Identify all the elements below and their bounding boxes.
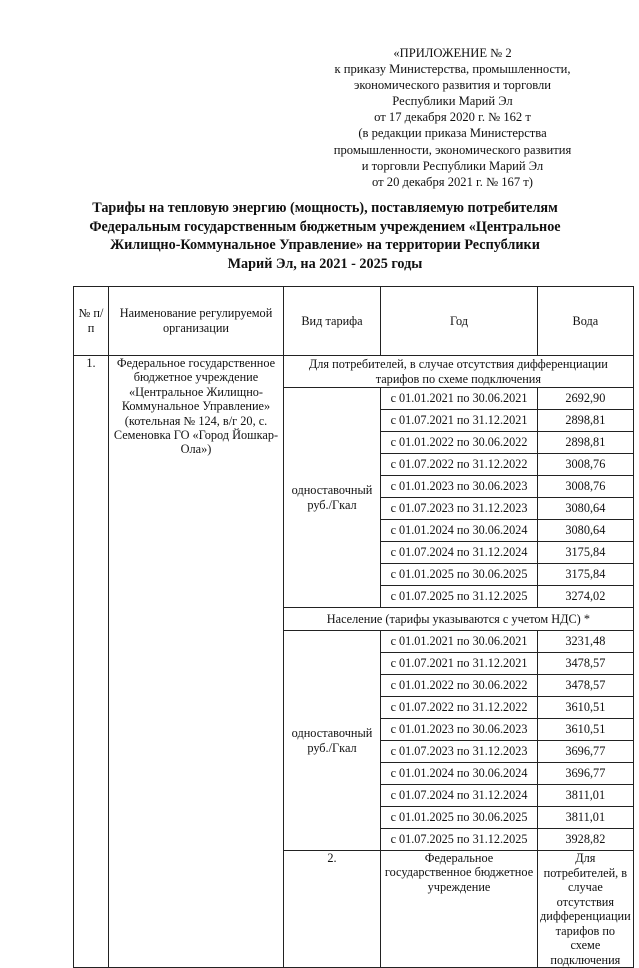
period-cell: с 01.07.2022 по 31.12.2022	[381, 454, 538, 476]
value-cell: 3610,51	[538, 719, 634, 741]
value-cell: 3928,82	[538, 829, 634, 851]
value-cell: 3175,84	[538, 542, 634, 564]
period-cell: с 01.01.2021 по 30.06.2021	[381, 631, 538, 653]
period-cell: с 01.01.2025 по 30.06.2025	[381, 564, 538, 586]
appendix-note	[325, 45, 580, 190]
period-cell: с 01.07.2021 по 31.12.2021	[381, 653, 538, 675]
period-cell: с 01.07.2021 по 31.12.2021	[381, 410, 538, 432]
value-cell: 3274,02	[538, 586, 634, 608]
value-cell: 3696,77	[538, 763, 634, 785]
header-num: № п/п	[74, 287, 109, 356]
period-cell: с 01.01.2023 по 30.06.2023	[381, 476, 538, 498]
period-cell: с 01.07.2024 по 31.12.2024	[381, 542, 538, 564]
value-cell: 3478,57	[538, 653, 634, 675]
organization-name: Федеральное государственное бюджетное учреждение	[381, 851, 538, 968]
period-cell: с 01.07.2024 по 31.12.2024	[381, 785, 538, 807]
value-cell: 3478,57	[538, 675, 634, 697]
value-cell: 3080,64	[538, 498, 634, 520]
period-cell: с 01.01.2023 по 30.06.2023	[381, 719, 538, 741]
appendix-line: «ПРИЛОЖЕНИЕ № 2	[393, 46, 512, 60]
consumer-group-heading: Население (тарифы указываются с учетом НДС) *	[284, 608, 634, 631]
appendix-line: промышленности, экономического развития	[333, 142, 572, 157]
appendix-line: и торговли Республики Марий Эл	[361, 158, 544, 173]
header-water: Вода	[538, 287, 634, 356]
value-cell: 3175,84	[538, 564, 634, 586]
period-cell: с 01.01.2022 по 30.06.2022	[381, 432, 538, 454]
period-cell: с 01.01.2024 по 30.06.2024	[381, 763, 538, 785]
period-cell: с 01.07.2023 по 31.12.2023	[381, 741, 538, 763]
period-cell: с 01.07.2025 по 31.12.2025	[381, 586, 538, 608]
period-cell: с 01.01.2025 по 30.06.2025	[381, 807, 538, 829]
value-cell: 2692,90	[538, 388, 634, 410]
period-cell: с 01.01.2022 по 30.06.2022	[381, 675, 538, 697]
value-cell: 2898,81	[538, 432, 634, 454]
appendix-line: от 17 декабря 2020 г. № 162 т	[374, 110, 531, 125]
document-title	[60, 199, 590, 273]
appendix-line: Республики Марий Эл	[392, 94, 513, 109]
tariff-type: одноставочный руб./Гкал	[284, 388, 381, 608]
value-cell: 3811,01	[538, 785, 634, 807]
value-cell: 3231,48	[538, 631, 634, 653]
header-org: Наименование регулируемой организации	[109, 287, 284, 356]
value-cell: 3080,64	[538, 520, 634, 542]
table-header-row	[74, 287, 634, 356]
consumer-group-heading: Для потребителей, в случае отсутствия дифференциации тарифов по схеме подключения	[538, 851, 634, 968]
consumer-group-heading: Для потребителей, в случае отсутствия дифференциации тарифов по схеме подключения	[284, 356, 634, 388]
tariff-table	[73, 286, 634, 968]
title-line: Жилищно-Коммунальное Управление» на территории Республики	[110, 237, 540, 253]
value-cell: 3008,76	[538, 476, 634, 498]
period-cell: с 01.07.2022 по 31.12.2022	[381, 697, 538, 719]
value-cell: 3696,77	[538, 741, 634, 763]
period-cell: с 01.01.2021 по 30.06.2021	[381, 388, 538, 410]
header-year: Год	[381, 287, 538, 356]
title-line: Тарифы на тепловую энергию (мощность), поставляемую потребителям	[92, 200, 558, 216]
period-cell: с 01.07.2025 по 31.12.2025	[381, 829, 538, 851]
header-tariff-type: Вид тарифа	[284, 287, 381, 356]
organization-name: Федеральное государственное бюджетное учреждение «Центральное Жилищно-Коммунальное Управление» (котельная № 124, в/г 20, с. Семеновка ГО «Город Йошкар-Ола»)	[109, 356, 284, 968]
period-cell: с 01.01.2024 по 30.06.2024	[381, 520, 538, 542]
title-line: Марий Эл, на 2021 - 2025 годы	[227, 255, 423, 272]
table-row	[74, 356, 634, 388]
appendix-line: экономического развития и торговли	[353, 78, 552, 93]
appendix-line: (в редакции приказа Министерства	[358, 126, 547, 141]
period-cell: с 01.07.2023 по 31.12.2023	[381, 498, 538, 520]
appendix-line: от 20 декабря 2021 г. № 167 т)	[372, 174, 533, 189]
row-number: 1.	[74, 356, 109, 968]
row-number: 2.	[284, 851, 381, 968]
value-cell: 3811,01	[538, 807, 634, 829]
value-cell: 3610,51	[538, 697, 634, 719]
appendix-line: к приказу Министерства, промышленности,	[334, 62, 571, 77]
tariff-type: одноставочный руб./Гкал	[284, 631, 381, 851]
value-cell: 3008,76	[538, 454, 634, 476]
title-line: Федеральным государственным бюджетным учреждением «Центральное	[89, 218, 561, 235]
value-cell: 2898,81	[538, 410, 634, 432]
